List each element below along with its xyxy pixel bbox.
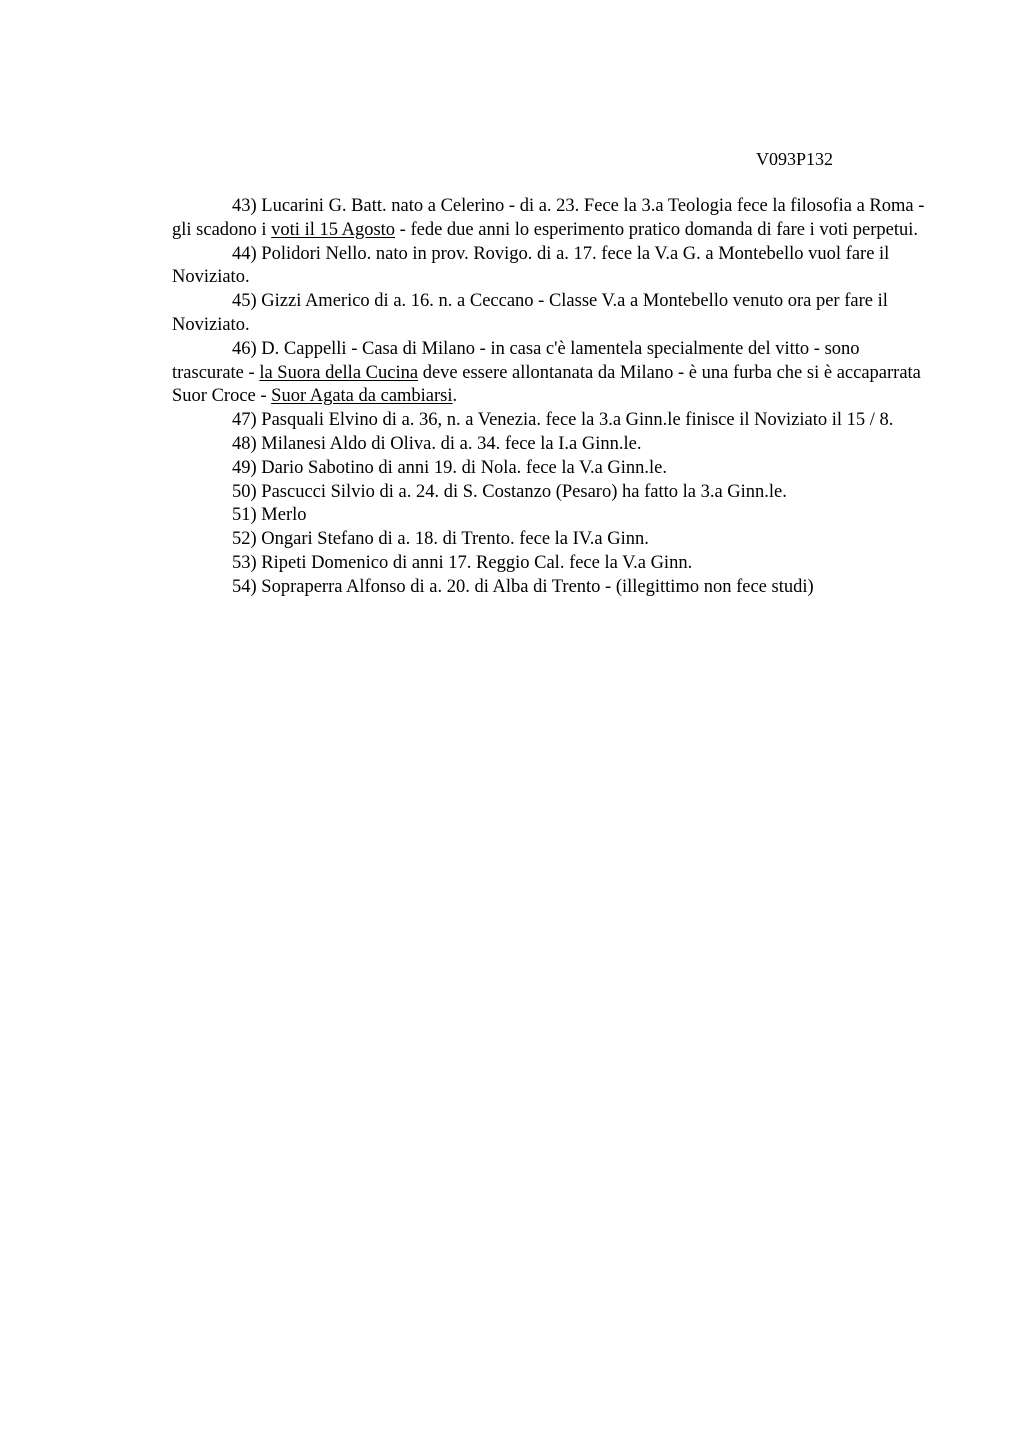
page-identifier: V093P132 xyxy=(756,149,834,169)
entry-43-text: 43) Lucarini G. Batt. nato a Celerino - di a. 23. Fece la 3.a Teologia fece la filosofia a Roma - gli scadono i xyxy=(172,196,925,240)
entry-46-underlined-text-1: la Suora della Cucina xyxy=(259,362,419,383)
document-body xyxy=(172,195,932,600)
entry-43-underlined-text: voti il 15 Agosto xyxy=(271,219,396,240)
entry-48: 48) Milanesi Aldo di Oliva. di a. 34. fece la I.a Ginn.le. xyxy=(232,433,642,454)
entry-43-text-cont: - fede due anni lo esperimento pratico domanda di fare i voti perpetui. xyxy=(395,219,918,240)
entry-53: 53) Ripeti Domenico di anni 17. Reggio Cal. fece la V.a Ginn. xyxy=(232,552,693,573)
entry-46-underlined-text-2: Suor Agata da cambiarsi xyxy=(271,386,453,407)
entry-47: 47) Pasquali Elvino di a. 36, n. a Venezia. fece la 3.a Ginn.le finisce il Noviziato il 15 / 8. xyxy=(232,410,894,431)
entry-46-text-end: . xyxy=(452,386,458,407)
entry-54: 54) Sopraperra Alfonso di a. 20. di Alba di Trento - (illegittimo non fece studi) xyxy=(232,576,814,597)
entry-50: 50) Pascucci Silvio di a. 24. di S. Costanzo (Pesaro) ha fatto la 3.a Ginn.le. xyxy=(232,481,787,502)
entry-51: 51) Merlo xyxy=(232,505,307,526)
entry-46-text-cont: deve essere allontanata da Milano - è una furba che si è accaparrata Suor Croce - xyxy=(172,362,921,407)
entry-49: 49) Dario Sabotino di anni 19. di Nola. fece la V.a Ginn.le. xyxy=(232,457,668,478)
entry-43 xyxy=(172,195,932,243)
entry-44: 44) Polidori Nello. nato in prov. Rovigo. di a. 17. fece la V.a G. a Montebello vuol fare il Noviziato. xyxy=(172,243,890,288)
entry-52: 52) Ongari Stefano di a. 18. di Trento. fece la IV.a Ginn. xyxy=(232,529,649,550)
entry-46 xyxy=(172,338,932,409)
entry-46-text: 46) D. Cappelli - Casa di Milano - in casa c'è lamentela specialmente del vitto - sono trascurate - xyxy=(172,338,860,383)
entry-45: 45) Gizzi Americo di a. 16. n. a Ceccano - Classe V.a a Montebello venuto ora per fare il Noviziato. xyxy=(172,291,888,335)
